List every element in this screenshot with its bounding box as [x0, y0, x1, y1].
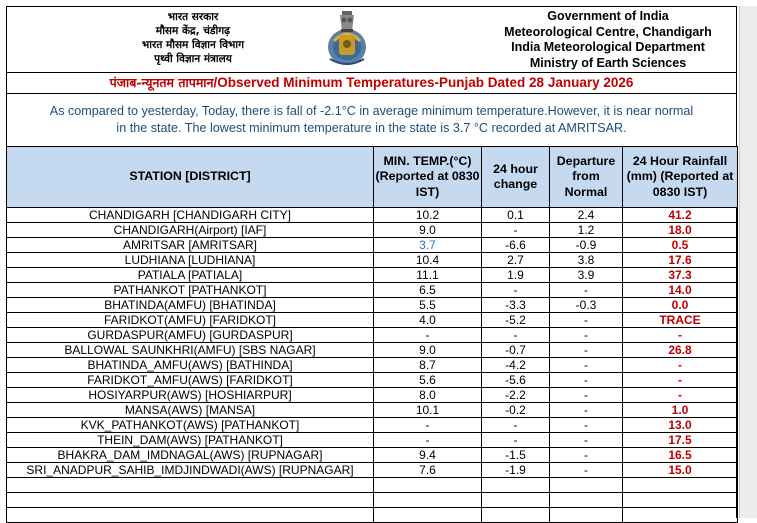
change-cell: -6.6 — [482, 238, 550, 253]
station-cell: SRI_ANADPUR_SAHIB_IMDJINDWADI(AWS) [RUPNAGAR] — [7, 463, 374, 478]
table-row — [7, 328, 738, 343]
table-row — [7, 463, 738, 478]
empty-cell — [7, 478, 374, 493]
departure-cell: -0.9 — [550, 238, 623, 253]
table-row — [7, 388, 738, 403]
min-temp-cell: 10.2 — [374, 208, 482, 223]
rainfall-cell: 26.8 — [623, 343, 738, 358]
table-row — [7, 223, 738, 238]
departure-cell: 2.4 — [550, 208, 623, 223]
min-temp-cell: 9.0 — [374, 223, 482, 238]
departure-cell: 3.8 — [550, 253, 623, 268]
station-cell: BHATINDA(AMFU) [BHATINDA] — [7, 298, 374, 313]
departure-cell: -0.3 — [550, 298, 623, 313]
national-emblem-icon — [324, 9, 370, 69]
rainfall-cell: 1.0 — [623, 403, 738, 418]
header-departure: Departure from Normal — [550, 147, 623, 208]
table-row — [7, 268, 738, 283]
departure-cell: - — [550, 463, 623, 478]
empty-cell — [623, 478, 738, 493]
empty-cell — [550, 493, 623, 508]
rainfall-cell: TRACE — [623, 313, 738, 328]
change-cell: - — [482, 418, 550, 433]
summary-line-1: As compared to yesterday, Today, there is fall of -2.1°C in average minimum temperature.However, it is near normal — [49, 104, 694, 118]
departure-cell: - — [550, 448, 623, 463]
hindi-office-block — [118, 10, 268, 66]
empty-cell — [7, 508, 374, 523]
station-cell: HOSIYARPUR(AWS) [HOSHIARPUR] — [7, 388, 374, 403]
station-cell: CHANDIGARH [CHANDIGARH CITY] — [7, 208, 374, 223]
empty-cell — [482, 508, 550, 523]
change-cell: 1.9 — [482, 268, 550, 283]
rainfall-cell: 17.6 — [623, 253, 738, 268]
station-cell: FARIDKOT(AMFU) [FARIDKOT] — [7, 313, 374, 328]
hindi-line: पृथ्वी विज्ञान मंत्रालय — [154, 53, 232, 65]
station-cell: LUDHIANA [LUDHIANA] — [7, 253, 374, 268]
station-cell: THEIN_DAM(AWS) [PATHANKOT] — [7, 433, 374, 448]
departure-cell: - — [550, 403, 623, 418]
station-cell: AMRITSAR [AMRITSAR] — [7, 238, 374, 253]
change-cell: -5.6 — [482, 373, 550, 388]
english-line: Government of India — [547, 9, 669, 23]
min-temp-cell: 10.4 — [374, 253, 482, 268]
table-row — [7, 253, 738, 268]
empty-cell — [623, 493, 738, 508]
table-row — [7, 448, 738, 463]
rainfall-cell: 16.5 — [623, 448, 738, 463]
temperature-table — [6, 146, 738, 523]
empty-cell — [482, 493, 550, 508]
rainfall-cell: - — [623, 328, 738, 343]
empty-cell — [550, 508, 623, 523]
rainfall-cell: 37.3 — [623, 268, 738, 283]
change-cell: - — [482, 283, 550, 298]
english-line: India Meteorological Department — [511, 40, 705, 54]
empty-cell — [374, 508, 482, 523]
title-hindi: पंजाब-न्यूनतम तापमान — [109, 75, 214, 90]
table-row — [7, 343, 738, 358]
header-rainfall: 24 Hour Rainfall (mm) (Reported at 0830 IST) — [623, 147, 738, 208]
table-row — [7, 238, 738, 253]
table-row — [7, 358, 738, 373]
rainfall-cell: 18.0 — [623, 223, 738, 238]
departure-cell: - — [550, 328, 623, 343]
departure-cell: - — [550, 433, 623, 448]
min-temp-cell: - — [374, 433, 482, 448]
change-cell: -5.2 — [482, 313, 550, 328]
min-temp-cell: 7.6 — [374, 463, 482, 478]
report-header — [6, 6, 737, 72]
hindi-line: मौसम केंद्र, चंडीगढ़ — [155, 25, 231, 37]
change-cell: 2.7 — [482, 253, 550, 268]
header-station: STATION [DISTRICT] — [7, 147, 374, 208]
rainfall-cell: - — [623, 358, 738, 373]
change-cell: -3.3 — [482, 298, 550, 313]
change-cell: -1.5 — [482, 448, 550, 463]
table-header-row — [7, 147, 738, 208]
summary-line-2: in the state. The lowest minimum temperature in the state is 3.7 °C recorded at AMRITSAR. — [116, 121, 627, 135]
rainfall-cell: 14.0 — [623, 283, 738, 298]
station-cell: PATHANKOT [PATHANKOT] — [7, 283, 374, 298]
departure-cell: 1.2 — [550, 223, 623, 238]
station-cell: MANSA(AWS) [MANSA] — [7, 403, 374, 418]
station-cell: FARIDKOT_AMFU(AWS) [FARIDKOT] — [7, 373, 374, 388]
empty-cell — [623, 508, 738, 523]
report-title — [6, 72, 737, 94]
empty-cell — [374, 478, 482, 493]
min-temp-cell: - — [374, 328, 482, 343]
summary-text — [6, 94, 737, 146]
table-row — [7, 298, 738, 313]
english-line: Ministry of Earth Sciences — [529, 55, 687, 70]
change-cell: - — [482, 223, 550, 238]
table-row — [7, 373, 738, 388]
change-cell: -0.2 — [482, 403, 550, 418]
departure-cell: - — [550, 283, 623, 298]
min-temp-cell: 5.5 — [374, 298, 482, 313]
min-temp-cell: 9.4 — [374, 448, 482, 463]
departure-cell: 3.9 — [550, 268, 623, 283]
departure-cell: - — [550, 358, 623, 373]
empty-row — [7, 478, 738, 493]
table-row — [7, 208, 738, 223]
empty-row — [7, 493, 738, 508]
empty-row — [7, 508, 738, 523]
min-temp-cell: 5.6 — [374, 373, 482, 388]
station-cell: BHAKRA_DAM_IMDNAGAL(AWS) [RUPNAGAR] — [7, 448, 374, 463]
vertical-scrollbar[interactable] — [739, 6, 757, 518]
rainfall-cell: 13.0 — [623, 418, 738, 433]
title-english: /Observed Minimum Temperatures-Punjab Dated 28 January 2026 — [213, 75, 634, 90]
station-cell: BHATINDA_AMFU(AWS) [BATHINDA] — [7, 358, 374, 373]
station-cell: BALLOWAL SAUNKHRI(AMFU) [SBS NAGAR] — [7, 343, 374, 358]
min-temp-cell: 6.5 — [374, 283, 482, 298]
departure-cell: - — [550, 418, 623, 433]
hindi-line: भारत मौसम विज्ञान विभाग — [141, 39, 245, 51]
table-body — [7, 208, 738, 523]
change-cell: -2.2 — [482, 388, 550, 403]
min-temp-cell: 10.1 — [374, 403, 482, 418]
change-cell: -4.2 — [482, 358, 550, 373]
change-cell: -1.9 — [482, 463, 550, 478]
table-row — [7, 283, 738, 298]
departure-cell: - — [550, 313, 623, 328]
table-row — [7, 418, 738, 433]
hindi-line: भारत सरकार — [167, 11, 219, 23]
change-cell: - — [482, 328, 550, 343]
header-24h-change: 24 hour change — [482, 147, 550, 208]
rainfall-cell: - — [623, 373, 738, 388]
min-temp-cell: 8.7 — [374, 358, 482, 373]
rainfall-cell: 0.5 — [623, 238, 738, 253]
rainfall-cell: 15.0 — [623, 463, 738, 478]
change-cell: -0.7 — [482, 343, 550, 358]
rainfall-cell: - — [623, 388, 738, 403]
station-cell: PATIALA [PATIALA] — [7, 268, 374, 283]
header-min-temp: MIN. TEMP.(°C) (Reported at 0830 IST) — [374, 147, 482, 208]
station-cell: KVK_PATHANKOT(AWS) [PATHANKOT] — [7, 418, 374, 433]
min-temp-cell: 3.7 — [374, 238, 482, 253]
rainfall-cell: 41.2 — [623, 208, 738, 223]
min-temp-cell: 11.1 — [374, 268, 482, 283]
departure-cell: - — [550, 373, 623, 388]
change-cell: 0.1 — [482, 208, 550, 223]
empty-cell — [550, 478, 623, 493]
min-temp-cell: 9.0 — [374, 343, 482, 358]
rainfall-cell: 0.0 — [623, 298, 738, 313]
empty-cell — [374, 493, 482, 508]
departure-cell: - — [550, 388, 623, 403]
empty-cell — [482, 478, 550, 493]
departure-cell: - — [550, 343, 623, 358]
station-cell: CHANDIGARH(Airport) [IAF] — [7, 223, 374, 238]
table-row — [7, 313, 738, 328]
min-temp-cell: 8.0 — [374, 388, 482, 403]
min-temp-cell: 4.0 — [374, 313, 482, 328]
empty-cell — [7, 493, 374, 508]
station-cell: GURDASPUR(AMFU) [GURDASPUR] — [7, 328, 374, 343]
english-line: Meteorological Centre, Chandigarh — [504, 24, 712, 39]
table-row — [7, 403, 738, 418]
rainfall-cell: 17.5 — [623, 433, 738, 448]
english-office-block — [488, 9, 728, 71]
table-row — [7, 433, 738, 448]
change-cell: - — [482, 433, 550, 448]
min-temp-cell: - — [374, 418, 482, 433]
